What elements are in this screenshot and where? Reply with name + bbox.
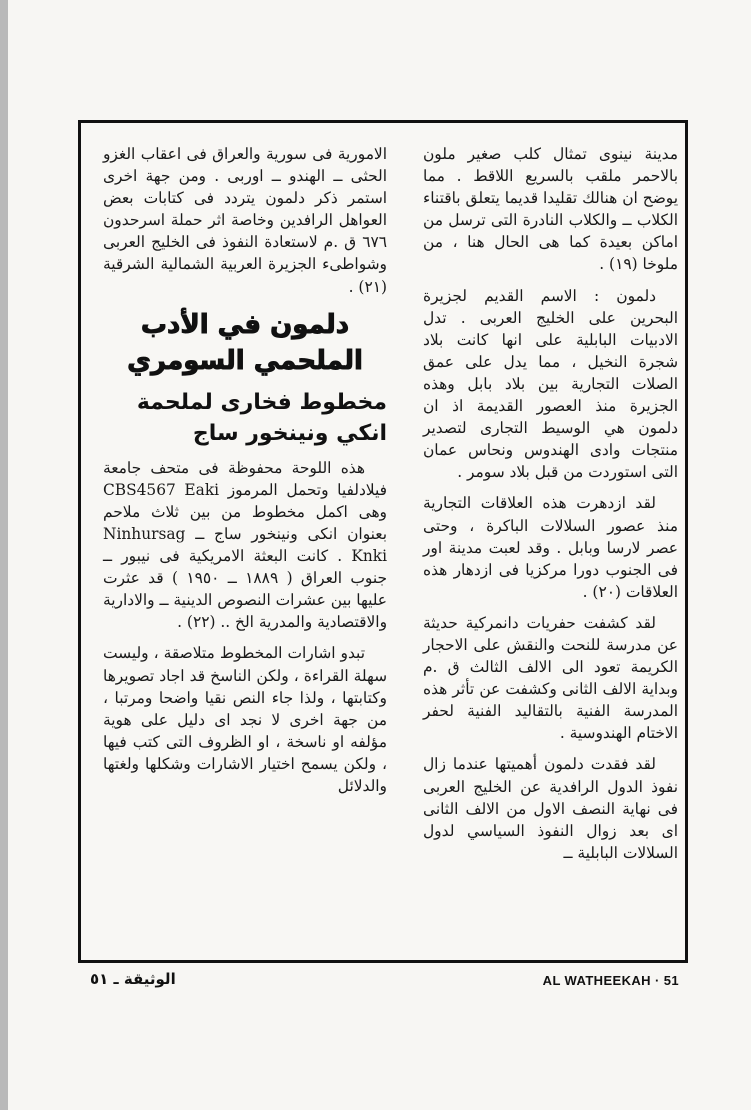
- footer-arabic-page-label: الوثيقة ـ ٥١: [90, 970, 176, 988]
- paragraph: لقد فقدت دلمون أهميتها عندما زال نفوذ الدول الرافدية عن الخليج العربى فى نهاية النصف الاول من الالف الثانى اى بعد زوال النفوذ السياسي لدول السلالات البابلية ــ: [423, 755, 678, 862]
- paragraph: مدينة نينوى تمثال كلب صغير ملون بالاحمر ملقب بالسريع اللاقط . مما يوضح ان هنالك تقليدا قديما يتعلق باقتناء الكلاب ــ والكلاب النادرة التى ترسل من اماكن بعيدة كما هى الحال هنا ، من ملوخا (١٩) .: [423, 145, 678, 274]
- paragraph: دلمون : الاسم القديم لجزيرة البحرين على الخليج العربى . تدل الادبيات البابلية على انها كانت بلاد شجرة النخيل ، مما يدل على عمق الصلات التجارية بين بلاد بابل وهذه الجزيرة منذ العصور القديمة اذ ان دلمون هي الوسيط التجارى لتصدير منتجات وادى الهندوس ونحاس عمان التى استوردت من قبل بلاد سومر .: [423, 286, 678, 482]
- paragraph: لقد ازدهرت هذه العلاقات التجارية منذ عصور السلالات الباكرة ، وحتى عصر لارسا وبابل . وقد لعبت مدينة اور فى الجنوب دورا مركزيا فى ازدهار هذه العلاقات (٢٠) .: [423, 494, 678, 601]
- footer-latin-page-label: AL WATHEEKAH · 51: [542, 973, 679, 988]
- paragraph: الامورية فى سورية والعراق فى اعقاب الغزو الحثى ــ الهندو ــ اوربى . ومن جهة اخرى استمر ذكر دلمون يتردد فى كتابات بعض العواهل الرافدين وخاصة اثر حملة اسرحدون ٦٧٦ ق .م لاستعادة النفوذ فى الخليج العربى وشواطىء الجزيرة العربية الشمالية الشرقية (٢١) .: [103, 145, 387, 296]
- section-subheading: مخطوط فخارى لملحمة انكي ونينخور ساج: [136, 389, 387, 446]
- paragraph: تبدو اشارات المخطوط متلاصقة ، وليست سهلة القراءة ، ولكن الناسخ قد اجاد تصويرها وكتابتها ، ولذا جاء النص نقيا واضحا ومرتبا ، من جهة اخرى لا نجد اى دليل على هوية مؤلفه او ناسخة ، او الظروف التى كتب فيها ، ولكن يسمح اختيار الاشارات وشكلها ولغتها والدلائل: [103, 644, 387, 795]
- paragraph: لقد كشفت حفريات دانمركية حديثة عن مدرسة للنحت والنقش على الاحجار الكريمة تعود الى الالف الثالث ق .م وبداية الالف الثانى وكشفت عن تأثر هذه المدرسة الفنية بالتقاليد الفنية لحفر الاختام الهندوسية .: [423, 613, 678, 743]
- magazine-page: [8, 0, 751, 1110]
- paragraph: هذه اللوحة محفوظة فى متحف جامعة فيلادلفيا وتحمل المرموز CBS4567 Eaki وهى اكمل مخطوط من بين ثلاث ملاحم بعنوان انكى ونينخور ساج ــ Ninhursag Knki . كانت البعثة الامريكية فى نيبور ــ جنوب العراق ( ١٨٨٩ ــ ١٩٥٠ ) قد عثرت عليها بين عشرات النصوص الدينية ــ والادارية والاقتصادية والمدرية الخ .. (٢٢) .: [103, 458, 387, 632]
- article-frame: [78, 120, 688, 963]
- left-text-column: [103, 143, 387, 806]
- section-heading: دلمون في الأدب الملحمي السومري: [127, 309, 363, 376]
- right-text-column: [423, 143, 678, 873]
